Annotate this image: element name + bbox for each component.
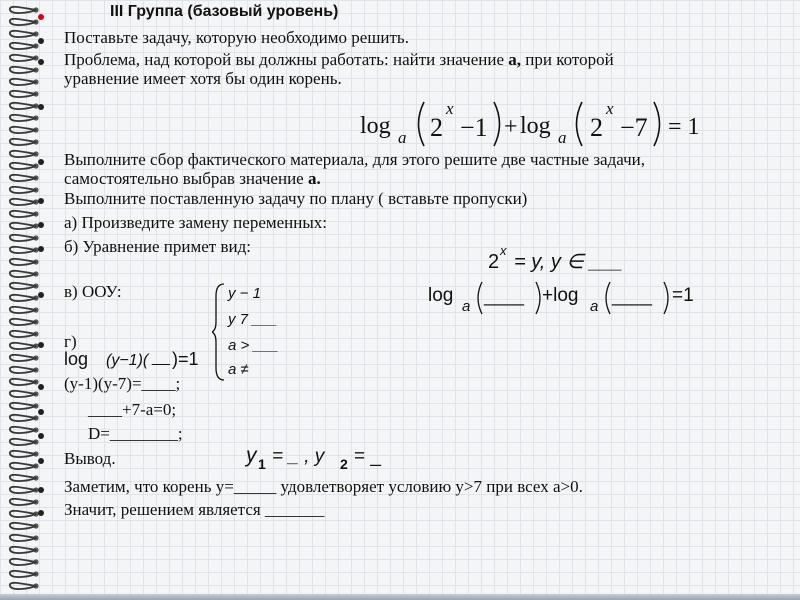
bullet: [38, 342, 44, 348]
bullet: [38, 384, 44, 390]
svg-text:log: log: [428, 285, 454, 306]
svg-text:1: 1: [258, 456, 266, 472]
svg-text:2: 2: [340, 456, 348, 472]
text-line: Проблема, над которой вы должны работать: найти значение а, при которой: [64, 50, 614, 69]
text-line: Поставьте задачу, которую необходимо решить.: [64, 28, 409, 47]
text-line: Вывод.: [64, 449, 116, 468]
svg-text:(y−1)(: (y−1)(: [106, 352, 149, 369]
bullet: [38, 222, 44, 228]
text-line: Выполните поставленную задачу по плану ( вставьте пропуски): [64, 189, 528, 208]
text-line: в) ООУ:: [64, 282, 122, 301]
bullet: [38, 487, 44, 493]
paren-left: [577, 102, 583, 146]
svg-text:=1: =1: [672, 285, 694, 306]
equals-one: = 1: [668, 114, 700, 140]
log-base: a: [558, 128, 567, 147]
bullet: [38, 292, 44, 298]
bullet: [38, 510, 44, 516]
log-base: a: [398, 128, 407, 147]
text-line: самостоятельно выбрав значение а.: [64, 169, 321, 188]
minus-seven: −7: [620, 113, 648, 142]
log-text: log: [360, 113, 391, 139]
text-line: уравнение имеет хотя бы один корень.: [64, 69, 342, 88]
minus-one: −1: [460, 113, 488, 142]
svg-text:y − 1: y − 1: [228, 285, 261, 302]
system-of-conditions: [212, 282, 332, 382]
bullet: [38, 246, 44, 252]
paren-right: [654, 102, 660, 146]
text-line: а) Произведите замену переменных:: [64, 213, 328, 232]
base-two: 2: [590, 113, 603, 142]
text-line: Значит, решением является _______: [64, 500, 325, 519]
text-line: (у-1)(у-7)=____;: [64, 374, 181, 393]
svg-text:)=1: )=1: [172, 349, 199, 369]
paren-left: [419, 102, 425, 146]
bottom-bar: [0, 594, 800, 600]
svg-text:x: x: [500, 244, 507, 258]
svg-text:y 7 ___: y 7 ___: [228, 311, 278, 328]
bullet: [38, 14, 44, 20]
bullet: [38, 458, 44, 464]
text-line: Выполните сбор фактического материала, для этого решите две частные задачи,: [64, 150, 646, 169]
text-line: Заметим, что корень у=_____ удовлетворяет условию у>7 при всех а>0.: [64, 477, 583, 496]
paren-right: [494, 102, 500, 146]
text-line: г): [64, 332, 77, 351]
bullet: [38, 59, 44, 65]
svg-text:a: a: [462, 298, 471, 315]
svg-text:a > ___: a > ___: [228, 337, 279, 354]
svg-text:+log: +log: [542, 285, 579, 306]
slide-title: III Группа (базовый уровень): [110, 3, 339, 20]
text-line: D=________;: [88, 424, 183, 443]
text-line: б) Уравнение примет вид:: [64, 237, 251, 256]
log-text: log: [520, 113, 551, 139]
base-two: 2: [430, 113, 443, 142]
bullet: [38, 198, 44, 204]
svg-text:__: __: [152, 349, 170, 366]
bullet: [38, 38, 44, 44]
svg-text:log: log: [64, 349, 89, 369]
substituted-equation: [428, 280, 728, 316]
svg-text:2: 2: [488, 251, 500, 273]
svg-text:a: a: [590, 298, 599, 315]
svg-text:____: ____: [484, 286, 525, 306]
svg-text:____: ____: [612, 286, 653, 306]
svg-text:= _ , y: = _ , y: [272, 446, 325, 467]
main-equation: [358, 96, 718, 152]
bullet: [38, 433, 44, 439]
svg-text:= y, y ∈ ___: = y, y ∈ ___: [514, 251, 623, 273]
exponent-x: x: [606, 99, 614, 118]
svg-text:a ≠: a ≠: [228, 361, 249, 378]
text-line: ____+7-а=0;: [88, 400, 177, 419]
bullet: [38, 409, 44, 415]
svg-text:y: y: [246, 444, 257, 467]
bullet: [38, 104, 44, 110]
substitution-formula: [486, 244, 666, 274]
svg-text:= _: = _: [354, 446, 381, 467]
bullet: [38, 159, 44, 165]
combined-log-equation: [64, 346, 214, 376]
plus-sign: +: [504, 114, 518, 140]
roots-formula: [244, 440, 414, 472]
exponent-x: x: [446, 99, 454, 118]
